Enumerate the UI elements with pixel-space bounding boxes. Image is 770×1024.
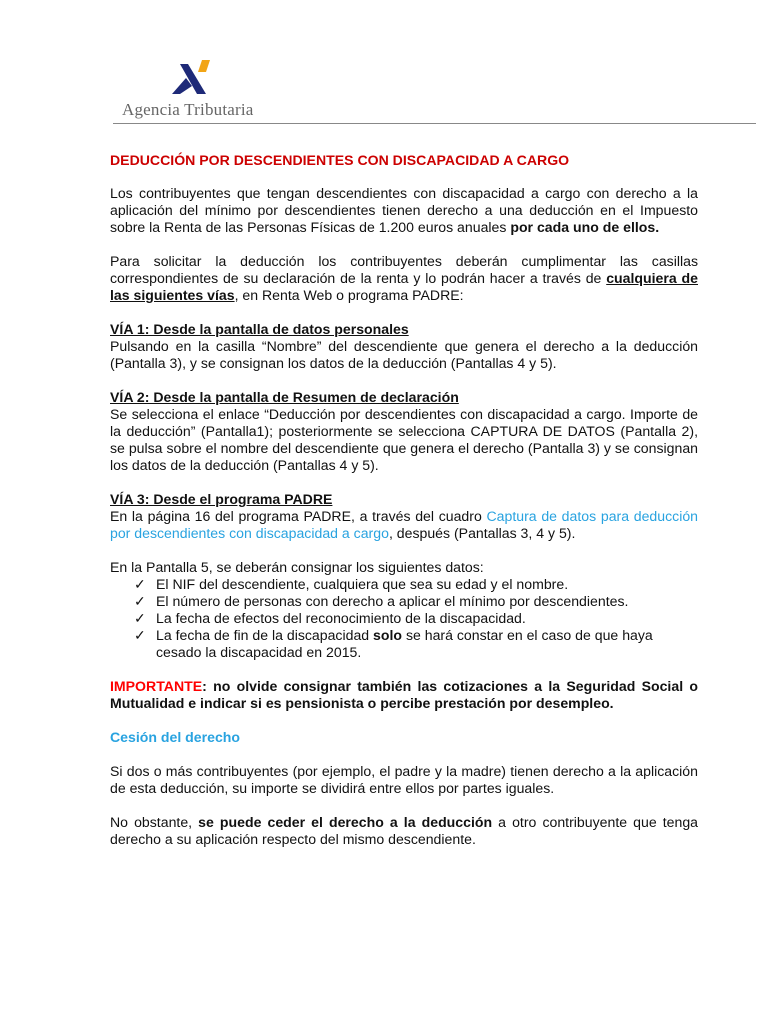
via1-section xyxy=(110,321,698,372)
document-body xyxy=(110,152,698,848)
required-data-list xyxy=(110,576,698,661)
logo-text: Agencia Tributaria xyxy=(122,100,254,119)
header-divider xyxy=(113,123,756,124)
list-item: ✓ El número de personas con derecho a aplicar el mínimo por descendientes. xyxy=(134,593,629,609)
checkmark-icon: ✓ xyxy=(134,576,146,592)
cesion-paragraph-1: Si dos o más contribuyentes (por ejemplo, el padre y la madre) tienen derecho a la aplicación de esta deducción, su importe se dividirá entre ellos por partes iguales. xyxy=(110,763,698,796)
important-note: IMPORTANTE: no olvide consignar también las cotizaciones a la Seguridad Social o Mutualidad e indicar si es pensionista o percibe prestación por desempleo. xyxy=(110,678,698,711)
list-item: ✓ La fecha de efectos del reconocimiento de la discapacidad. xyxy=(134,610,526,626)
pantalla5-intro: En la Pantalla 5, se deberán consignar los siguientes datos: xyxy=(110,559,484,575)
list-item: ✓ El NIF del descendiente, cualquiera que sea su edad y el nombre. xyxy=(134,576,569,592)
checkmark-icon: ✓ xyxy=(134,610,146,626)
intro-paragraph: Los contribuyentes que tengan descendientes con discapacidad a cargo con derecho a la aplicación del mínimo por descendientes tienen derecho a una deducción en el Impuesto sobre la Renta de las Personas Físicas de 1.200 euros anuales por cada uno de ellos. xyxy=(110,185,698,235)
logo-mark-icon xyxy=(166,58,216,98)
via2-section xyxy=(110,389,698,474)
via2-heading: VÍA 2: Desde la pantalla de Resumen de declaración xyxy=(110,389,459,405)
request-paragraph: Para solicitar la deducción los contribuyentes deberán cumplimentar las casillas correspondientes de su declaración de la renta y lo podrán hacer a través de cualquiera de las siguientes vías, en Renta Web o programa PADRE: xyxy=(110,253,698,303)
via1-heading: VÍA 1: Desde la pantalla de datos personales xyxy=(110,321,409,337)
via3-heading: VÍA 3: Desde el programa PADRE xyxy=(110,491,333,507)
checkmark-icon: ✓ xyxy=(134,593,146,609)
captura-datos-link[interactable]: Captura de datos para deducción por descendientes con discapacidad a cargo xyxy=(110,508,699,541)
document-title: DEDUCCIÓN POR DESCENDIENTES CON DISCAPACIDAD A CARGO xyxy=(110,152,570,168)
list-item: ✓ La fecha de fin de la discapacidad solo se hará constar en el caso de que haya cesado la discapacidad en 2015. xyxy=(134,627,653,660)
checkmark-icon: ✓ xyxy=(134,627,146,643)
via3-section: VÍA 3: Desde el programa PADRE En la página 16 del programa PADRE, a través del cuadro Captura de datos para deducción por descendientes con discapacidad a cargo, después (Pantallas 3, 4 y 5). xyxy=(110,491,699,541)
cesion-paragraph-2: No obstante, se puede ceder el derecho a la deducción a otro contribuyente que tenga derecho a su aplicación respecto del mismo descendiente. xyxy=(110,814,698,847)
cesion-heading: Cesión del derecho xyxy=(110,729,241,745)
via2-body: Se selecciona el enlace “Deducción por descendientes con discapacidad a cargo. Importe de la deducción” (Pantalla1); posteriormente se selecciona CAPTURA DE DATOS (Pantalla 2), se pulsa sobre el nombre del descendiente que genera el derecho (Pantalla 3) y se consignan los datos de la deducción (Pantallas 4 y 5). xyxy=(110,406,698,473)
via1-body: Pulsando en la casilla “Nombre” del descendiente que genera el derecho a la deducción (Pantalla 3), y se consignan los datos de la deducción (Pantallas 4 y 5). xyxy=(110,338,698,371)
